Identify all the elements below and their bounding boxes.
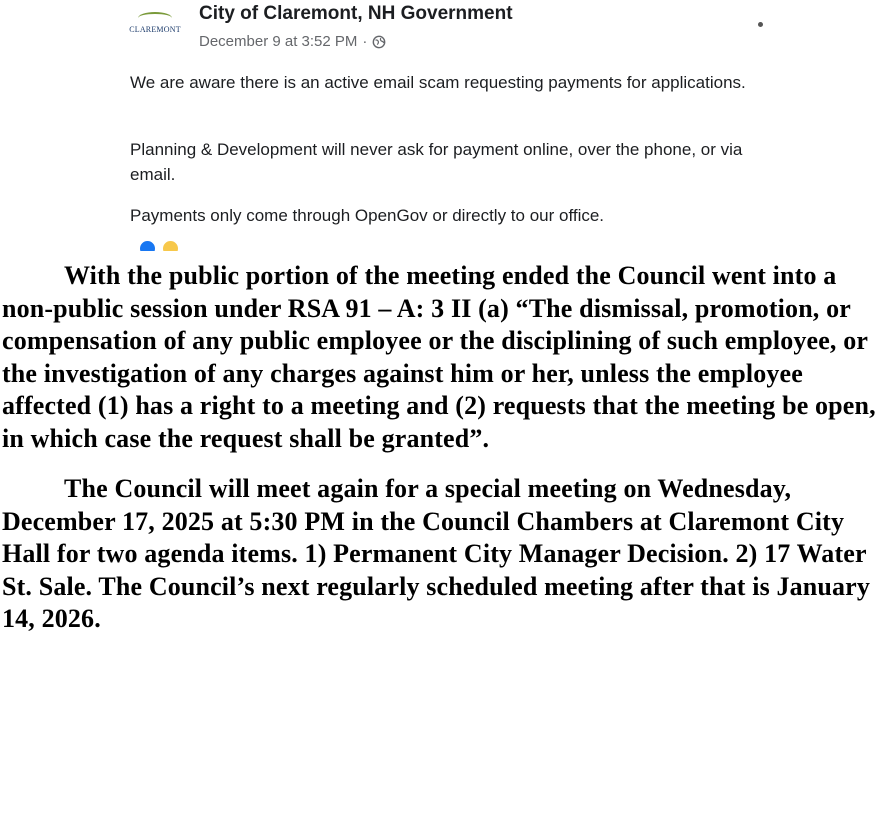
article-paragraph: With the public portion of the meeting ended the Council went into a non-public session under RSA 91 – A: 3 II (a) “The dismissal, promotion, or compensation of any public employee or the disciplining of such employee, or the investigation of any charges against him or her, unless the employee affected (1) has a right to a meeting and (2) requests that the meeting be open, in which case the request shall be granted”.: [2, 261, 876, 453]
page-name-link[interactable]: City of Claremont, NH Government: [199, 3, 513, 24]
post-paragraph: Planning & Development will never ask for payment online, over the phone, or via email.: [130, 140, 743, 184]
like-reaction-icon: [140, 241, 155, 251]
globe-icon: [372, 35, 386, 49]
article-paragraph: The Council will meet again for a special meeting on Wednesday, December 17, 2025 at 5:30 PM in the Council Chambers at Claremont City Hall for two agenda items. 1) Permanent City Manager Decision. 2) 17 Water St. Sale. The Council’s next regularly scheduled meeting after that is January 14, 2026.: [2, 474, 871, 633]
logo-swoosh: [138, 12, 172, 24]
post-paragraph: Payments only come through OpenGov or directly to our office.: [130, 206, 605, 225]
more-options-icon[interactable]: [758, 22, 763, 27]
post-paragraph: We are aware there is an active email scam requesting payments for applications.: [130, 73, 746, 92]
emoji-reaction-icon: [163, 241, 178, 251]
reaction-icons[interactable]: [140, 241, 180, 251]
meta-separator: ·: [362, 33, 368, 50]
article-body: [2, 260, 878, 636]
facebook-post: [0, 0, 880, 252]
page-avatar[interactable]: [128, 2, 182, 56]
avatar-logo-text: CLAREMONT: [129, 24, 181, 34]
post-timestamp[interactable]: December 9 at 3:52 PM: [199, 33, 358, 50]
post-meta: [199, 33, 386, 50]
